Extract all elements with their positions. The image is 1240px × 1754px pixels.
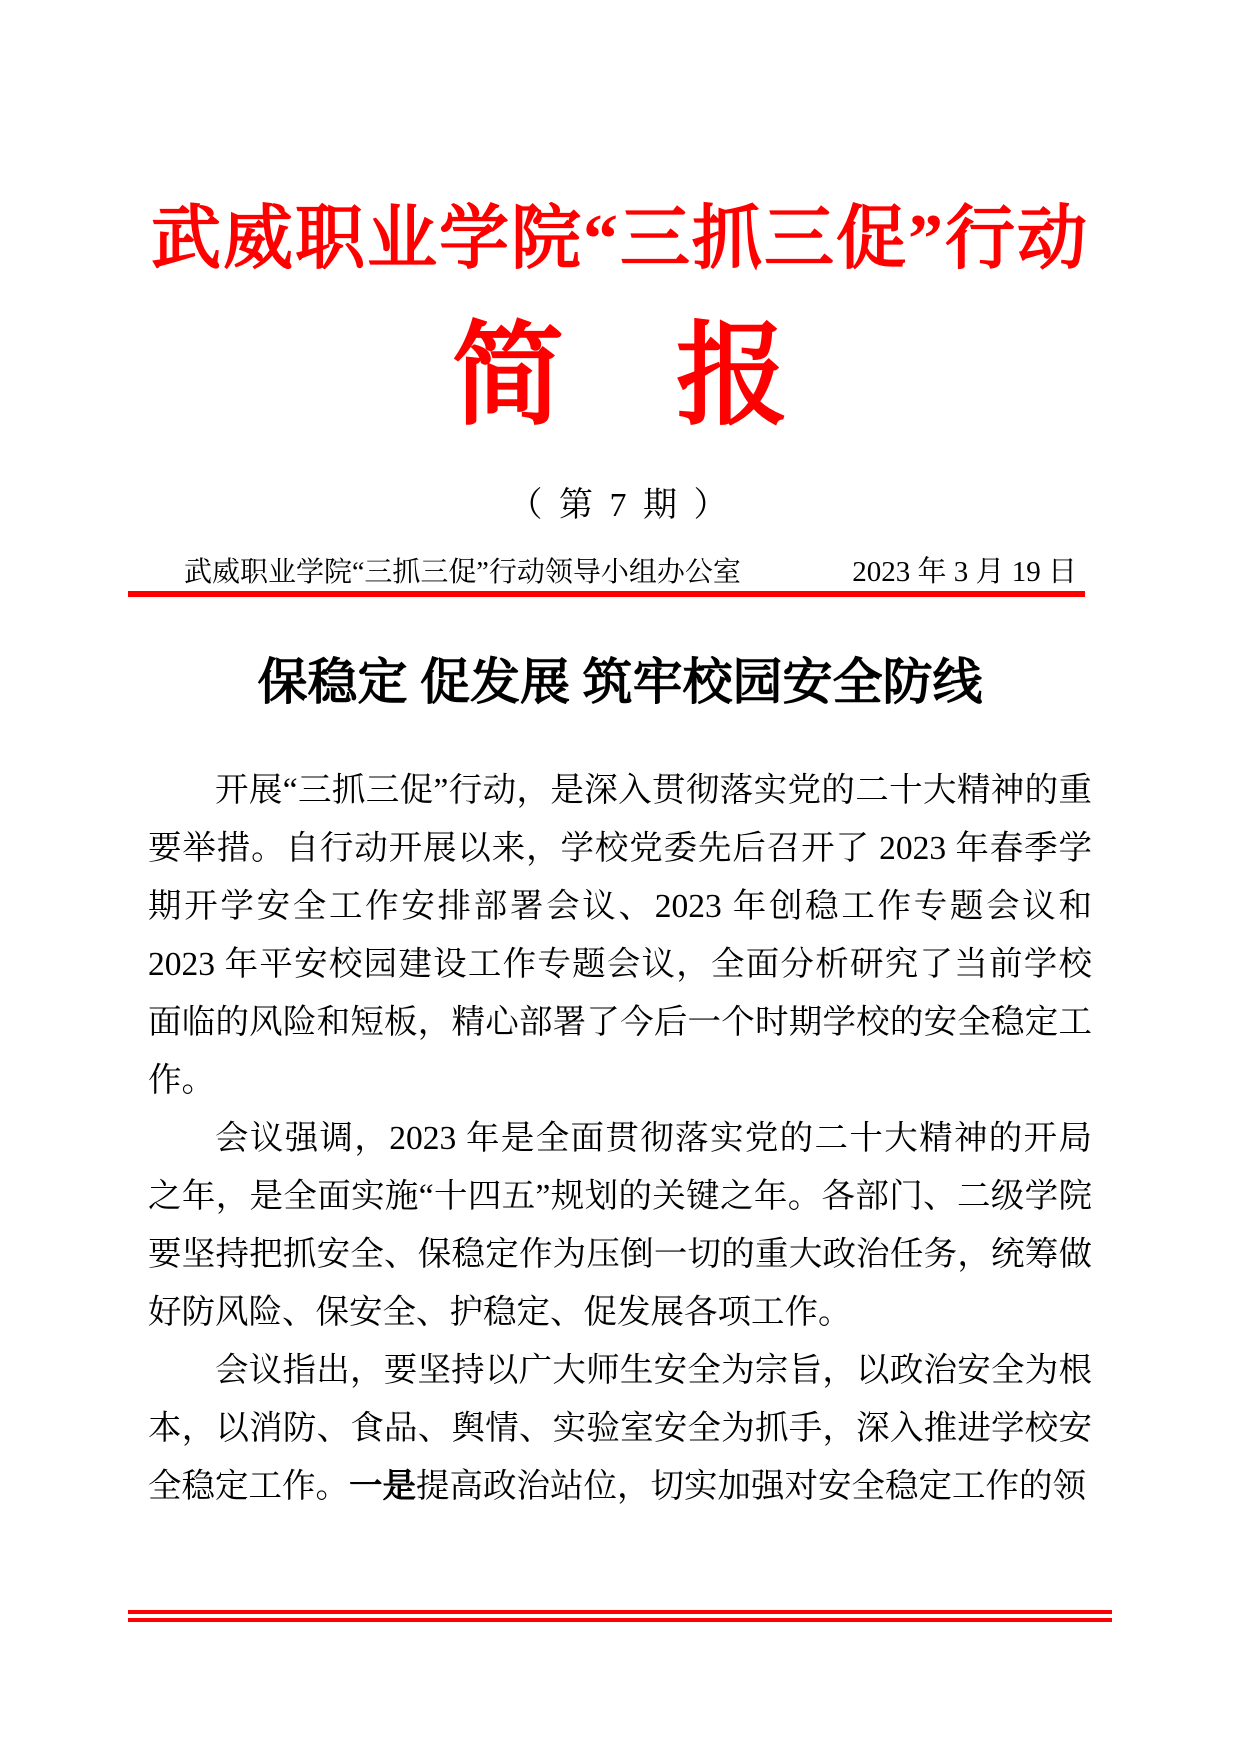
emphasis-text: 一是 bbox=[349, 1468, 416, 1505]
issue-date: 2023 年 3 月 19 日 bbox=[852, 556, 1077, 588]
paragraph bbox=[148, 1342, 1092, 1516]
masthead-title: 武威职业学院“三抓三促”行动 bbox=[151, 201, 1089, 278]
red-double-line-footer bbox=[128, 1610, 1112, 1622]
body-text: 会议指出，要坚持以广大师生安全为宗旨，以政治安全为根本，以消防、食品、舆情、实验室安全为抓手，深入推进学校安全稳定工作。 bbox=[148, 1352, 1092, 1505]
red-divider-line bbox=[128, 591, 1085, 597]
office-row bbox=[128, 554, 1085, 592]
paragraph bbox=[148, 762, 1092, 1110]
masthead-banner: 简 报 bbox=[452, 315, 788, 439]
article-title: 保稳定 促发展 筑牢校园安全防线 bbox=[257, 654, 983, 710]
body-text: 提高政治站位，切实加强对安全稳定工作的领 bbox=[416, 1468, 1086, 1505]
body-text: 开展“三抓三促”行动，是深入贯彻落实党的二十大精神的重要举措。自行动开展以来，学校党委先后召开了 2023 年春季学期开学安全工作安排部署会议、2023 年创稳工作专题会议和 2023 年平安校园建设工作专题会议，全面分析研究了当前学校面临的风险和短板，精心部署了今后一个时期学校的安全稳定工作。 bbox=[148, 772, 1092, 1099]
paragraph bbox=[148, 1110, 1092, 1342]
article-body bbox=[148, 762, 1092, 1516]
issue-number: （ 第 7 期 ） bbox=[508, 487, 732, 524]
body-text: 会议强调，2023 年是全面贯彻落实党的二十大精神的开局之年，是全面实施“十四五”规划的关键之年。各部门、二级学院要坚持把抓安全、保稳定作为压倒一切的重大政治任务，统筹做好防风险、保安全、护稳定、促发展各项工作。 bbox=[148, 1120, 1092, 1331]
issuing-office: 武威职业学院“三抓三促”行动领导小组办公室 bbox=[184, 557, 741, 588]
